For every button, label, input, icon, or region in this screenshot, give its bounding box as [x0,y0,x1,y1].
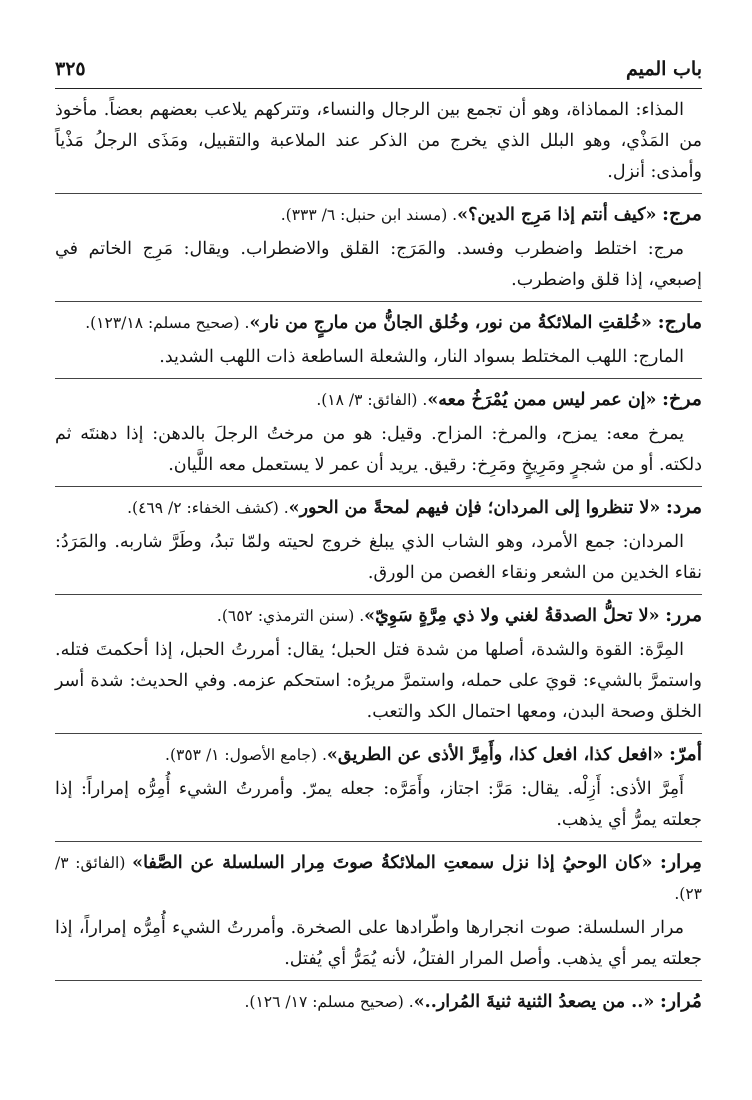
hadith-text: «.. من يصعدُ الثنية ثنيةَ المُرار..» [413,992,655,1012]
hadith-text: «لا تنظروا إلى المردان؛ فإن فيهم لمحةً من الحور» [288,498,661,518]
entry-explanation: المردان: جمع الأمرد، وهو الشاب الذي يبلغ خروج لحيته ولمّا تبدُ، وطَرَّ شاربه. والمَرَدُ: نقاء الخدين من الشعر ونقاء الغصن من الورق. [55,532,702,583]
headword: مرد: [665,496,702,518]
entry-heading [55,199,702,231]
entry-explanation: أَمِرَّ الأذى: أَزِلْه. يقال: مَرَّ: اجتاز، وأَمَرَّه: جعله يمرّ. وأمررتُ الشيء أُمِرُّه إمراراً: إذا جعلته يمرُّ أي يذهب. [55,779,702,830]
entry-heading [55,492,702,524]
entry-divider [55,301,702,302]
headword: مرر: [665,604,702,626]
entry-heading [55,986,702,1018]
headword: مرج: [662,203,702,225]
hadith-text: «كيف أنتم إذا مَرِج الدين؟» [457,205,657,225]
hadith-source: . (جامع الأصول: ١/ ٣٥٣). [165,746,327,764]
entry-heading [55,307,702,339]
headword: مارج: [657,311,702,333]
hadith-text: «خُلقتِ الملائكةُ من نور، وخُلق الجانُّ من مارجٍ من نار» [249,313,652,333]
headword: مُرار: [659,990,702,1012]
hadith-source: . (الفائق: ٣/ ١٨). [316,391,428,409]
entry-explanation: المِرَّة: القوة والشدة، أصلها من شدة فتل الحبل؛ يقال: أمررتُ الحبل، إذا أحكمتَ فتله. واستمرَّ بالشيء: قويَ على حمله، واستمرَّ مريرُه: استحكم عزمه. وفي الحديث: شدة أسر الخلق وصحة البدن، ومعها احتمال الكد والتعب. [55,640,702,722]
headword: مرخ: [662,388,702,410]
entry-divider [55,733,702,734]
entry-divider [55,486,702,487]
entry-divider [55,980,702,981]
entry-explanation: مرج: اختلط واضطرب وفسد. والمَرَج: القلق والاضطراب. ويقال: مَرِج الخاتم في إصبعي، إذا قلق واضطرب. [55,239,702,290]
page [55,52,702,1021]
headword: أمرّ: [669,743,702,765]
hadith-source: . (صحيح مسلم: ١٧/ ١٢٦). [244,993,414,1011]
page-number: ٣٢٥ [55,58,86,80]
entry-divider [55,193,702,194]
entry-explanation: مرار السلسلة: صوت انجرارها واطّرادها على الصخرة. وأمررتُ الشيء أُمِرُّه إمراراً، إذا جعلته يمر أي يذهب. وأصل المرار الفتلُ، لأنه يُمَرُّ أي يُفتل. [55,918,702,969]
headword: مِرار: [659,851,702,873]
hadith-source: . (كشف الخفاء: ٢/ ٤٦٩). [127,499,289,517]
dictionary-entries [55,89,702,1018]
running-header [55,52,702,89]
entry-heading [55,600,702,632]
entry-explanation: المذاء: المماذاة، وهو أن تجمع بين الرجال والنساء، وتتركهم يلاعب بعضهم بعضاً. مأخوذ من المَذْي، وهو البلل الذي يخرج من الذكر عند الملاعبة والتقبيل، ومَذَى الرجلُ مَذْياً وأمذى: أنزل. [55,100,702,182]
hadith-text: «لا تحلُّ الصدقةُ لغني ولا ذي مِرَّةٍ سَوِيّ» [364,606,660,626]
entry-heading [55,739,702,771]
hadith-text: «كان الوحيُ إذا نزل سمعتِ الملائكةُ صوتَ مِرار السلسلة عن الصَّفا» [132,853,653,873]
entry-divider [55,594,702,595]
entry-heading [55,847,702,910]
hadith-source: . (مسند ابن حنبل: ٦/ ٣٣٣). [280,206,458,224]
chapter-title: باب الميم [625,58,702,80]
hadith-text: «افعل كذا، افعل كذا، وأَمِرَّ الأذى عن الطريق» [326,745,664,765]
entry-explanation: يمرخ معه: يمزح، والمرخ: المزاح. وقيل: هو من مرختُ الرجلَ بالدهن: إذا دهنتَه ثم دلكته. أو من شجرٍ ومَرِيخٍ ومَرِخ: رقيق. يريد أن عمر لا يستعمل معه اللَّيان. [55,424,702,475]
hadith-source: . (سنن الترمذي: ٦٥٢). [216,607,365,625]
entry-heading [55,384,702,416]
hadith-source: (الفائق: ٣/ ٢٣). [55,854,702,903]
hadith-source: . (صحيح مسلم: ١٢٣/١٨). [85,314,250,332]
entry-divider [55,378,702,379]
entry-explanation: المارج: اللهب المختلط بسواد النار، والشعلة الساطعة ذات اللهب الشديد. [159,347,684,367]
hadith-text: «إن عمر ليس ممن يُمْرَخُ معه» [427,390,657,410]
entry-divider [55,841,702,842]
